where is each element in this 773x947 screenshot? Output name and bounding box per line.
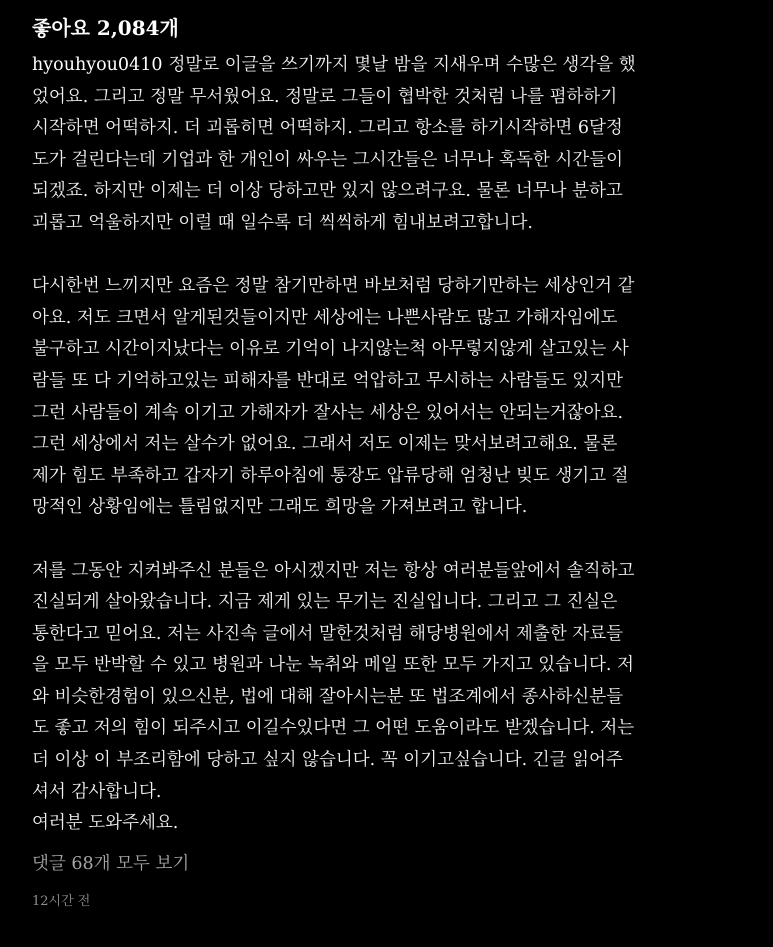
caption-line: 진실되게 살아왔습니다. 지금 제게 있는 무기는 진실입니다. 그리고 그 진실은 (32, 592, 618, 613)
caption-line: 셔서 감사합니다. (32, 781, 162, 802)
caption-line: 람들 또 다 기억하고있는 피해자를 반대로 억압하고 무시하는 사람들도 있지만 (32, 370, 624, 391)
caption-line: 그런 사람들이 계속 이기고 가해자가 잘사는 세상은 있어서는 안되는거잖아요. (32, 402, 624, 423)
caption-line: 을 모두 반박할 수 있고 병원과 나눈 녹취와 메일 또한 모두 가지고 있습니다. 저 (32, 655, 634, 676)
caption-line: 다시한번 느끼지만 요즘은 정말 참기만하면 바보처럼 당하기만하는 세상인거 같 (32, 276, 635, 297)
caption-line: 되겠죠. 하지만 이제는 더 이상 당하고만 있지 않으려구요. 물론 너무나 분하고 (32, 181, 623, 202)
username-link[interactable]: hyouhyou0410 (32, 55, 163, 75)
post-caption (32, 50, 752, 840)
caption-line: 통한다고 믿어요. 저는 사진속 글에서 말한것처럼 해당병원에서 제출한 자료들 (32, 623, 624, 644)
post-details (32, 14, 752, 912)
paragraph-break (32, 524, 752, 556)
caption-line: 여러분 도와주세요. (32, 813, 179, 834)
caption-line: 도 좋고 저의 힘이 되주시고 이길수있다면 그 어떤 도움이라도 받겠습니다. 저는 (32, 718, 635, 739)
caption-line: 시작하면 어떡하지. 더 괴롭히면 어떡하지. 그리고 항소를 하기시작하면 6달정 (32, 118, 623, 139)
caption-line: 저를 그동안 지켜봐주신 분들은 아시겠지만 저는 항상 여러분들앞에서 솔직하고 (32, 560, 635, 581)
likes-count[interactable]: 좋아요 2,084개 (32, 16, 179, 40)
caption-line: 괴롭고 억울하지만 이럴 때 일수록 더 씩씩하게 힘내보려고합니다. (32, 212, 533, 233)
caption-line: 불구하고 시간이지났다는 이유로 기억이 나지않는척 아무렇지않게 살고있는 사 (32, 339, 629, 360)
caption-line: 그런 세상에서 저는 살수가 없어요. 그래서 저도 이제는 맞서보려고해요. 물론 (32, 434, 618, 455)
caption-line: 더 이상 이 부조리함에 당하고 싶지 않습니다. 꼭 이기고싶습니다. 긴글 읽어주 (32, 750, 623, 771)
paragraph-break (32, 240, 752, 272)
post-timestamp: 12시간 전 (32, 893, 91, 909)
view-all-comments-link[interactable]: 댓글 68개 모두 보기 (32, 853, 190, 874)
caption-line: 제가 힘도 부족하고 갑자기 하루아침에 통장도 압류당해 엄청난 빚도 생기고 절 (32, 465, 629, 486)
caption-line (32, 50, 752, 82)
caption-line: 아요. 저도 크면서 알게된것들이지만 세상에는 나쁜사람도 많고 가해자임에도 (32, 307, 618, 328)
caption-line: 도가 걸린다는데 기업과 한 개인이 싸우는 그시간들은 너무나 혹독한 시간들이 (32, 149, 624, 170)
caption-line: 망적인 상황임에는 틀림없지만 그래도 희망을 가져보려고 합니다. (32, 497, 528, 518)
caption-line: 었어요. 그리고 정말 무서웠어요. 정말로 그들이 협박한 것처럼 나를 폄하하기 (32, 86, 618, 107)
caption-text: 정말로 이글을 쓰기까지 몇날 밤을 지새우며 수많은 생각을 했 (168, 55, 636, 75)
caption-line: 와 비슷한경험이 있으신분, 법에 대해 잘아시는분 또 법조계에서 종사하신분들 (32, 686, 624, 707)
